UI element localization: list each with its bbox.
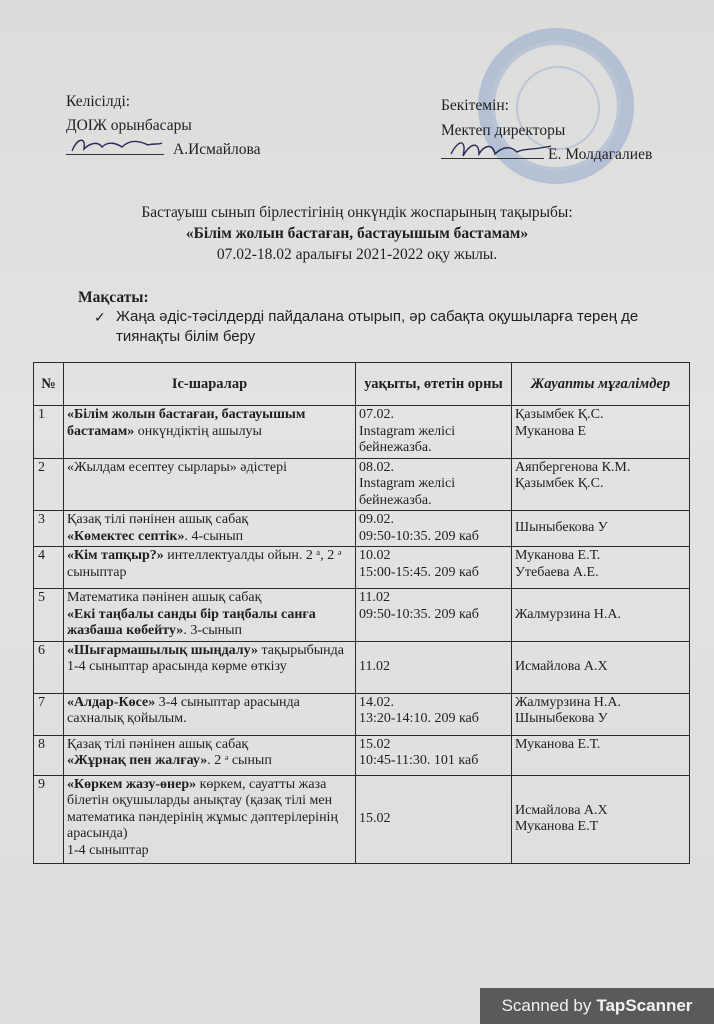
event-text: көркем, сауатты жаза білетін оқушыларды анықтау (қазақ тілі мен математика пәндерінің жұмыс дәптерілерінің арасында) <box>67 776 338 841</box>
row-teachers <box>512 641 690 693</box>
row-number: 9 <box>34 775 64 863</box>
row-number: 1 <box>34 406 64 459</box>
table-row <box>34 511 690 547</box>
right-signature <box>445 134 555 164</box>
teacher-name: Муканова Е <box>515 423 587 439</box>
row-event <box>64 511 356 547</box>
time-text: 14.02. <box>359 694 394 710</box>
row-teachers <box>512 511 690 547</box>
row-number: 7 <box>34 693 64 735</box>
header-time: уақыты, өтетін орны <box>356 363 512 406</box>
agreed-label: Келісілді: <box>66 93 131 110</box>
event-title: «Екі таңбалы санды бір таңбалы санға жазбаша көбейту» <box>67 606 316 638</box>
time-text: Instagram желісі бейнежазба. <box>359 423 456 455</box>
row-time <box>356 458 512 511</box>
row-time <box>356 589 512 642</box>
event-title: «Алдар-Көсе» <box>67 694 156 710</box>
teacher-name: Жалмурзина Н.А. <box>515 606 621 622</box>
row-number: 3 <box>34 511 64 547</box>
event-text: Қазақ тілі пәнінен ашық сабақ <box>67 512 249 527</box>
row-teachers <box>512 406 690 459</box>
scanner-watermark <box>480 988 714 1024</box>
row-event <box>64 589 356 642</box>
time-text: 11.02 <box>359 658 390 674</box>
event-title: «Кім тапқыр?» <box>67 548 164 563</box>
row-time <box>356 406 512 459</box>
event-title: «Көмектес септік» <box>67 528 185 544</box>
table-row <box>34 547 690 589</box>
goal-text: Жаңа әдіс-тәсілдерді пайдалана отырып, әр сабақта оқушыларға терең де тиянақты білім беру <box>116 308 639 345</box>
time-text: 09.02. <box>359 512 394 527</box>
table-row <box>34 735 690 775</box>
event-text: «Жылдам есептеу сырлары» әдістері <box>67 459 287 475</box>
table-header-row <box>34 363 690 406</box>
event-text: . 4-сынып <box>184 528 244 544</box>
event-text: 3-4 сыныптар арасында сахналық қойылым. <box>67 694 300 726</box>
row-number: 5 <box>34 589 64 642</box>
time-text: 09:50-10:35. 209 каб <box>359 606 479 622</box>
event-title: «Білім жолын бастаған, бастауышым бастамам» <box>67 407 306 439</box>
time-text: 07.02. <box>359 407 394 422</box>
teacher-name: Жалмурзина Н.А. <box>515 694 621 710</box>
teacher-name: Қазымбек Қ.С. <box>515 476 604 491</box>
row-teachers <box>512 589 690 642</box>
left-signature <box>68 133 164 159</box>
teacher-name: Муканова Е.Т. <box>515 736 601 752</box>
right-position: Мектеп директоры <box>441 122 566 139</box>
goal-heading: Мақсаты: <box>78 289 149 306</box>
row-teachers <box>512 735 690 775</box>
time-text: 11.02 <box>359 590 390 605</box>
event-text: 1-4 сыныптар <box>67 842 149 858</box>
time-text: 09:50-10:35. 209 каб <box>359 528 479 544</box>
row-event <box>64 693 356 735</box>
left-name: А.Исмайлова <box>173 141 261 158</box>
table-row <box>34 693 690 735</box>
time-text: 08.02. <box>359 459 394 475</box>
row-time <box>356 547 512 589</box>
row-event <box>64 735 356 775</box>
row-number: 2 <box>34 458 64 511</box>
teacher-name: Шыныбекова У <box>515 520 608 536</box>
time-text: 15.02 <box>359 736 391 752</box>
time-text: 10:45-11:30. 101 каб <box>359 753 479 768</box>
approved-label: Бекітемін: <box>441 97 509 114</box>
time-text: 13:20-14:10. 209 каб <box>359 711 479 726</box>
event-title: «Көркем жазу-өнер» <box>67 776 197 792</box>
row-number: 4 <box>34 547 64 589</box>
event-title: «Шығармашылық шыңдалу» <box>67 642 259 658</box>
teacher-name: Муканова Е.Т. <box>515 548 601 563</box>
left-position: ДОІЖ орынбасары <box>66 117 192 134</box>
row-time <box>356 511 512 547</box>
time-text: 10.02 <box>359 548 391 563</box>
row-number: 8 <box>34 735 64 775</box>
row-teachers <box>512 775 690 863</box>
event-text: Математика пәнінен ашық сабақ <box>67 590 262 605</box>
row-number: 6 <box>34 641 64 693</box>
teacher-name: Исмайлова А.Х <box>515 802 608 818</box>
event-text: . 2 ᵊ сынып <box>207 753 272 768</box>
event-text: онкүндіктің ашылуы <box>134 423 262 439</box>
event-text: Қазақ тілі пәнінен ашық сабақ <box>67 736 249 752</box>
row-teachers <box>512 693 690 735</box>
title-line3: 07.02-18.02 аралығы 2021-2022 оқу жылы. <box>216 246 498 263</box>
row-event <box>64 458 356 511</box>
teacher-name: Муканова Е.Т <box>515 819 599 834</box>
row-event <box>64 641 356 693</box>
time-text: 15.02 <box>359 810 391 826</box>
table-row <box>34 775 690 863</box>
row-time <box>356 693 512 735</box>
header-events: Іс-шаралар <box>64 363 356 406</box>
teacher-name: Қазымбек Қ.С. <box>515 407 604 422</box>
row-teachers <box>512 547 690 589</box>
events-table <box>33 362 690 864</box>
right-name: Е. Молдагалиев <box>548 146 653 163</box>
table-row <box>34 406 690 459</box>
row-time <box>356 641 512 693</box>
teacher-name: Утебаева А.Е. <box>515 564 599 580</box>
event-text: . 3-сынып <box>183 623 242 638</box>
header-num: № <box>34 363 64 406</box>
event-title: «Жұрнақ пен жалғау» <box>67 753 208 768</box>
scanned-by-text: Scanned by <box>501 996 592 1015</box>
check-icon: ✓ <box>94 309 106 325</box>
table-row <box>34 458 690 511</box>
row-time <box>356 775 512 863</box>
title-line1: Бастауыш сынып бірлестігінің онкүндік жоспарының тақырыбы: <box>141 204 573 221</box>
header-teachers: Жауапты мұғалімдер <box>512 363 690 406</box>
teacher-name: Шыныбекова У <box>515 711 608 726</box>
scanner-brand: TapScanner <box>596 996 693 1015</box>
table-row <box>34 641 690 693</box>
teacher-name: Исмайлова А.Х <box>515 658 608 674</box>
row-event <box>64 406 356 459</box>
title-line2: «Білім жолын бастаған, бастауышым бастамам» <box>185 225 529 242</box>
time-text: Instagram желісі бейнежазба. <box>359 476 456 508</box>
event-text: тақырыбында 1-4 сыныптар арасында көрме өткізу <box>67 642 344 674</box>
row-event <box>64 775 356 863</box>
row-event <box>64 547 356 589</box>
teacher-name: Аяпбергенова К.М. <box>515 459 631 475</box>
row-time <box>356 735 512 775</box>
time-text: 15:00-15:45. 209 каб <box>359 564 479 580</box>
table-row <box>34 589 690 642</box>
goal-item <box>94 307 674 347</box>
row-teachers <box>512 458 690 511</box>
event-text: интеллектуалды ойын. 2 ᵃ, 2 ᵊ сыныптар <box>67 548 342 580</box>
